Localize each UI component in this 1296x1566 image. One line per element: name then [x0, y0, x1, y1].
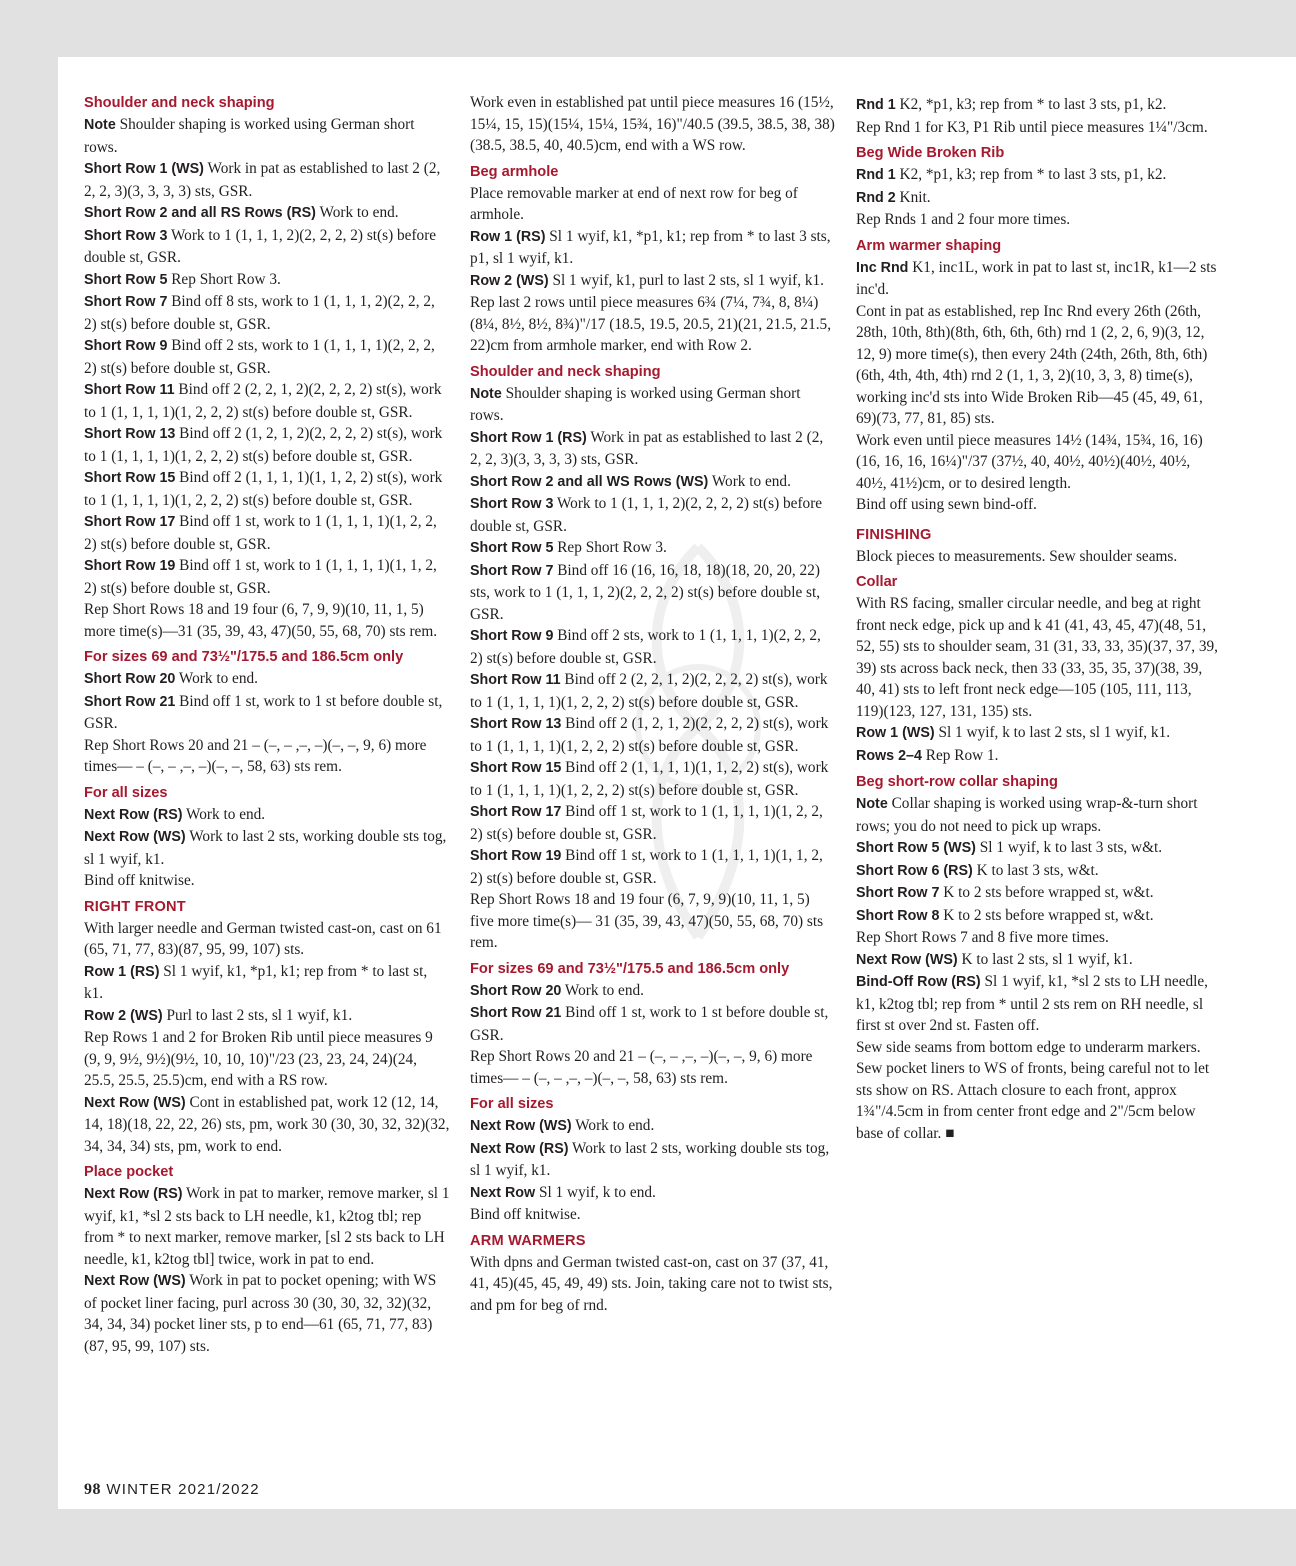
instruction-paragraph	[84, 1183, 450, 1270]
instruction-paragraph	[470, 1204, 836, 1226]
step-text: With RS facing, smaller circular needle, and beg at right front neck edge, pick up and k 41 (41, 43, 45, 47)(48, 51, 52, 55) sts to shoulder seam, 31 (31, 33, 33, 35)(37, 37, 39, 39) sts across back neck, then 33 (33, 35, 35, 37)(38, 39, 40, 41) sts to left front neck edge—105 (105, 111, 113, 119)(123, 127, 131, 135) sts.	[856, 595, 1218, 720]
section-heading: Beg Wide Broken Rib	[856, 145, 1005, 161]
step-label: Short Row 21	[84, 693, 176, 710]
section-heading: Shoulder and neck shaping	[470, 363, 661, 380]
page-folio	[84, 1481, 260, 1499]
section-heading: For all sizes	[470, 1096, 554, 1112]
step-text: Work to end.	[561, 981, 644, 999]
instruction-paragraph	[84, 202, 450, 225]
step-text: K2, *p1, k3; rep from * to last 3 sts, p1, k2.	[895, 166, 1167, 183]
step-label: Inc Rnd	[856, 259, 909, 276]
instruction-paragraph	[470, 493, 836, 537]
instruction-paragraph	[84, 511, 450, 555]
instruction-paragraph	[84, 918, 450, 961]
step-label: Short Row 7	[470, 562, 554, 579]
step-label: Short Row 15	[470, 760, 562, 776]
step-label: Next Row (WS)	[84, 1094, 186, 1111]
step-text: Work to last 2 sts, working double sts tog, sl 1 wyif, k1.	[470, 1139, 830, 1179]
instruction-paragraph	[856, 117, 1220, 139]
instruction-paragraph	[856, 94, 1220, 117]
instruction-paragraph	[470, 183, 836, 226]
step-label: Next Row (WS)	[84, 829, 186, 845]
step-label: Short Row 8	[856, 907, 940, 924]
instruction-paragraph	[856, 209, 1220, 231]
section-heading: For sizes 69 and 73½"/175.5 and 186.5cm only	[470, 960, 790, 977]
step-label: Rows 2–4	[856, 747, 922, 764]
instruction-paragraph	[84, 1027, 450, 1092]
step-text: K to 2 sts before wrapped st, w&t.	[939, 906, 1154, 924]
step-label: Short Row 7	[856, 885, 940, 901]
instruction-paragraph	[856, 1037, 1220, 1145]
step-text: Sl 1 wyif, k to last 2 sts, sl 1 wyif, k1.	[934, 724, 1171, 741]
instruction-paragraph	[470, 427, 836, 471]
instruction-paragraph	[470, 226, 836, 270]
step-label: Short Row 5	[84, 271, 168, 288]
instruction-paragraph	[470, 713, 836, 757]
instruction-paragraph	[470, 889, 836, 954]
step-label: Short Row 19	[470, 848, 562, 864]
instruction-paragraph	[856, 745, 1220, 768]
instruction-paragraph	[470, 1252, 836, 1317]
step-label: Short Row 5	[470, 540, 554, 556]
section-heading: Beg short-row collar shaping	[856, 774, 1058, 790]
instruction-paragraph	[856, 546, 1220, 568]
instruction-paragraph	[856, 837, 1220, 860]
step-text: K1, inc1L, work in pat to last st, inc1R, k1—2 sts inc'd.	[856, 258, 1217, 298]
instruction-paragraph	[856, 949, 1220, 972]
step-label: Short Row 2 and all RS Rows (RS)	[84, 205, 316, 221]
step-text: Work to last 2 sts, working double sts tog, sl 1 wyif, k1.	[84, 828, 447, 868]
instruction-paragraph	[470, 560, 836, 626]
instruction-paragraph	[470, 625, 836, 669]
step-text: Work to end.	[315, 204, 399, 221]
step-text: Sl 1 wyif, k1, *p1, k1; rep from * to last st, k1.	[84, 962, 428, 1002]
step-label: Note	[856, 796, 888, 812]
section-heading: RIGHT FRONT	[84, 898, 186, 915]
instruction-paragraph	[856, 301, 1220, 430]
step-text: Bind off 1 st, work to 1 (1, 1, 1, 1)(1, 2, 2, 2) st(s) before double st, GSR.	[470, 803, 823, 843]
step-label: Short Row 19	[84, 558, 176, 574]
instruction-paragraph	[856, 927, 1220, 949]
step-text: Collar shaping is worked using wrap-&-turn short rows; you do not need to pick up wraps.	[856, 795, 1198, 835]
step-label: Short Row 20	[84, 671, 176, 687]
step-text: Bind off knitwise.	[470, 1206, 581, 1223]
step-label: Next Row (RS)	[470, 1140, 569, 1157]
section-heading: ARM WARMERS	[470, 1232, 586, 1249]
instruction-paragraph	[856, 793, 1220, 837]
instruction-paragraph	[84, 423, 450, 467]
step-text: Rep Short Rows 7 and 8 five more times.	[856, 929, 1109, 946]
step-label: Short Row 20	[470, 982, 562, 999]
step-text: Bind off 2 (1, 2, 1, 2)(2, 2, 2, 2) st(s), work to 1 (1, 1, 1, 1)(1, 2, 2, 2) st(s) before double st, GSR.	[84, 425, 443, 465]
instruction-paragraph	[84, 335, 450, 379]
page-number: 98	[84, 1481, 101, 1498]
step-text: Work to end.	[175, 670, 258, 687]
step-text: Work to end.	[182, 805, 266, 823]
section-heading: Place pocket	[84, 1164, 174, 1180]
instruction-paragraph	[84, 870, 450, 892]
step-text: Sl 1 wyif, k1, purl to last 2 sts, sl 1 wyif, k1.	[548, 271, 824, 289]
step-text: With larger needle and German twisted cast-on, cast on 61 (65, 71, 77, 83)(87, 95, 99, 107) sts.	[84, 919, 442, 958]
step-label: Next Row (WS)	[470, 1118, 572, 1134]
step-text: Work in pat to marker, remove marker, sl 1 wyif, k1, *sl 2 sts back to LH needle, k1, k2tog tbl; rep from * to next marker, remove marker, [sl 2 sts back to LH needle, k1, k2tog tbl] twice, work in pat to end.	[84, 1185, 450, 1268]
step-text: K to last 3 sts, w&t.	[972, 861, 1099, 879]
step-label: Rnd 2	[856, 189, 896, 206]
step-label: Short Row 9	[84, 338, 168, 354]
instruction-paragraph	[856, 164, 1220, 187]
instruction-paragraph	[856, 430, 1220, 495]
step-text: With dpns and German twisted cast-on, cast on 37 (37, 41, 41, 45)(45, 45, 49, 49) sts. Join, taking care not to twist sts, and pm for beg of rnd.	[470, 1253, 833, 1314]
page	[58, 57, 1296, 1509]
instruction-paragraph	[84, 379, 450, 423]
step-text: Rep Rnds 1 and 2 four more times.	[856, 211, 1071, 228]
step-text: Work even in established pat until piece measures 16 (15½, 15¼, 15, 15)(15¼, 15¼, 15¾, 16)"/40.5 (39.5, 38.5, 38, 38)(38.5, 38.5, 40, 40.5)cm, end with a WS row.	[470, 94, 835, 154]
instruction-paragraph	[84, 467, 450, 511]
step-label: Short Row 1 (WS)	[84, 161, 204, 177]
instruction-paragraph	[84, 826, 450, 870]
step-label: Row 1 (WS)	[856, 725, 935, 741]
step-text: Rep Short Row 3.	[167, 270, 281, 288]
instruction-paragraph	[84, 158, 450, 202]
step-text: Work to end.	[708, 472, 791, 490]
step-text: Bind off 1 st, work to 1 st before double st, GSR.	[84, 692, 443, 732]
step-label: Short Row 21	[470, 1005, 562, 1021]
instruction-paragraph	[856, 187, 1220, 210]
instruction-paragraph	[84, 291, 450, 335]
step-text: Work in pat as established to last 2 (2, 2, 2, 3)(3, 3, 3, 3) sts, GSR.	[84, 160, 441, 200]
instruction-paragraph	[470, 1138, 836, 1182]
step-text: Rep Rnd 1 for K3, P1 Rib until piece measures 1¼"/3cm.	[856, 118, 1208, 136]
instruction-paragraph	[84, 114, 450, 158]
section-heading: Beg armhole	[470, 163, 559, 180]
instruction-paragraph	[84, 668, 450, 691]
instruction-paragraph	[470, 292, 836, 357]
step-text: Bind off using sewn bind-off.	[856, 496, 1037, 513]
instruction-paragraph	[84, 691, 450, 735]
step-text: Work to 1 (1, 1, 1, 2)(2, 2, 2, 2) st(s) before double st, GSR.	[470, 495, 823, 535]
instruction-paragraph	[470, 980, 836, 1003]
step-label: Short Row 3	[470, 496, 554, 512]
instruction-paragraph	[84, 269, 450, 292]
instruction-paragraph	[470, 845, 836, 889]
instruction-paragraph	[470, 383, 836, 427]
step-text: Bind off 2 sts, work to 1 (1, 1, 1, 1)(2, 2, 2, 2) st(s) before double st, GSR.	[84, 337, 435, 377]
section-heading: For all sizes	[84, 784, 168, 801]
step-text: Shoulder shaping is worked using German short rows.	[84, 116, 415, 156]
step-text: Rep last 2 rows until piece measures 6¾ (7¼, 7¾, 8, 8¼)(8¼, 8½, 8½, 8¾)"/17 (18.5, 19.5, 20.5, 21)(21, 21.5, 21.5, 22)cm from armhole marker, end with Row 2.	[470, 294, 832, 354]
step-label: Row 1 (RS)	[84, 963, 160, 980]
instruction-paragraph	[856, 971, 1220, 1037]
step-label: Next Row	[470, 1184, 536, 1201]
section-heading: Shoulder and neck shaping	[84, 95, 275, 111]
instruction-paragraph	[470, 1182, 836, 1205]
step-text: Rep Short Rows 18 and 19 four (6, 7, 9, 9)(10, 11, 1, 5) more time(s)—31 (35, 39, 43, 47)(50, 55, 68, 70) sts rem.	[84, 601, 438, 640]
instruction-paragraph	[470, 1046, 836, 1089]
step-label: Short Row 5 (WS)	[856, 840, 976, 856]
section-heading: FINISHING	[856, 526, 932, 543]
step-label: Next Row (RS)	[84, 806, 183, 823]
step-text: Sl 1 wyif, k1, *p1, k1; rep from * to last 3 sts, p1, sl 1 wyif, k1.	[470, 227, 831, 267]
instruction-paragraph	[856, 860, 1220, 883]
step-label: Short Row 7	[84, 294, 168, 310]
step-text: Bind off 1 st, work to 1 st before double st, GSR.	[470, 1004, 829, 1044]
step-text: Knit.	[895, 188, 931, 206]
instruction-paragraph	[470, 92, 836, 157]
step-label: Short Row 6 (RS)	[856, 862, 973, 879]
instruction-paragraph	[856, 494, 1220, 516]
step-text: Purl to last 2 sts, sl 1 wyif, k1.	[162, 1006, 353, 1024]
step-text: Rep Rows 1 and 2 for Broken Rib until piece measures 9 (9, 9, 9½, 9½)(9½, 10, 10, 10)"/23 (23, 23, 24, 24)(24, 25.5, 25.5, 25.5)cm, end with a RS row.	[84, 1029, 433, 1089]
step-text: Sl 1 wyif, k to last 3 sts, w&t.	[975, 839, 1163, 856]
step-text: Cont in established pat, work 12 (12, 14, 14, 18)(18, 22, 22, 26) sts, pm, work 30 (30, 30, 32, 32)(32, 34, 34, 34) sts, pm, work to end.	[84, 1093, 450, 1155]
step-label: Row 2 (WS)	[470, 272, 549, 289]
step-label: Short Row 17	[470, 804, 562, 820]
step-label: Rnd 1	[856, 97, 896, 113]
instruction-paragraph	[470, 270, 836, 293]
step-label: Next Row (WS)	[84, 1273, 186, 1289]
step-text: Bind off 16 (16, 16, 18, 18)(18, 20, 20, 22) sts, work to 1 (1, 1, 1, 2)(2, 2, 2, 2) st(s) before double st, GSR.	[470, 561, 821, 623]
step-label: Next Row (WS)	[856, 951, 958, 968]
step-text: Sl 1 wyif, k to end.	[535, 1183, 656, 1201]
step-text: Place removable marker at end of next row for beg of armhole.	[470, 184, 798, 223]
section-heading: Arm warmer shaping	[856, 237, 1002, 254]
issue-label: WINTER 2021/2022	[106, 1481, 260, 1498]
instruction-paragraph	[470, 537, 836, 560]
step-text: Cont in pat as established, rep Inc Rnd every 26th (26th, 28th, 10th, 8th)(8th, 6th, 6th, 6th) rnd 1 (2, 2, 6, 9)(3, 12, 12, 9) more time(s), then every 24th (24th, 26th, 8th, 6th)(6th, 4th, 4th, 4th) rnd 2 (1, 1, 3, 2)(10, 3, 3, 8) time(s), working inc'd sts into Wide Broken Rib—45 (45, 49, 61, 69)(73, 77, 81, 85) sts.	[856, 302, 1208, 427]
step-text: Bind off knitwise.	[84, 872, 195, 889]
step-text: Bind off 2 sts, work to 1 (1, 1, 1, 1)(2, 2, 2, 2) st(s) before double st, GSR.	[470, 627, 821, 667]
step-label: Next Row (RS)	[84, 1186, 183, 1202]
instruction-paragraph	[856, 905, 1220, 928]
step-text: K2, *p1, k3; rep from * to last 3 sts, p1, k2.	[895, 96, 1167, 113]
step-text: Bind off 2 (1, 1, 1, 1)(1, 1, 2, 2) st(s), work to 1 (1, 1, 1, 1)(1, 2, 2, 2) st(s) before double st, GSR.	[84, 469, 443, 509]
step-label: Short Row 3	[84, 227, 168, 244]
step-label: Short Row 2 and all WS Rows (WS)	[470, 473, 709, 490]
step-text: Bind off 1 st, work to 1 (1, 1, 1, 1)(1, 1, 2, 2) st(s) before double st, GSR.	[470, 847, 823, 887]
step-text: Rep Short Rows 20 and 21 – (–, – ,–, –)(–, –, 9, 6) more times— – (–, – ,–, –)(–, –, 58, 63) sts rem.	[470, 1048, 813, 1087]
step-text: Sl 1 wyif, k1, *sl 2 sts to LH needle, k1, k2tog tbl; rep from * until 2 sts rem on RH needle, sl first st over 2nd st. Fasten off.	[856, 973, 1209, 1034]
instruction-paragraph	[470, 757, 836, 801]
step-text: Rep Short Rows 18 and 19 four (6, 7, 9, 9)(10, 11, 1, 5) five more time(s)— 31 (35, 39, 43, 47)(50, 55, 68, 70) sts rem.	[470, 891, 824, 951]
step-text: Bind off 2 (1, 2, 1, 2)(2, 2, 2, 2) st(s), work to 1 (1, 1, 1, 1)(1, 2, 2, 2) st(s) before double st, GSR.	[470, 715, 829, 755]
step-text: Sew side seams from bottom edge to underarm markers. Sew pocket liners to WS of fronts, being careful not to let sts show on RS. Attach closure to each front, approx 1¾"/4.5cm in from center front edge and 2"/5cm below base of collar. ■	[856, 1038, 1210, 1142]
step-text: Bind off 2 (2, 2, 1, 2)(2, 2, 2, 2) st(s), work to 1 (1, 1, 1, 1)(1, 2, 2, 2) st(s) before double st, GSR.	[84, 381, 442, 421]
section-heading: For sizes 69 and 73½"/175.5 and 186.5cm only	[84, 649, 404, 665]
step-label: Row 1 (RS)	[470, 228, 546, 245]
step-label: Row 2 (WS)	[84, 1007, 163, 1024]
step-label: Rnd 1	[856, 167, 896, 183]
step-label: Short Row 11	[470, 672, 561, 688]
step-label: Note	[470, 385, 502, 402]
instruction-paragraph	[84, 961, 450, 1005]
step-text: Rep Short Row 3.	[553, 539, 667, 556]
column-1	[84, 92, 450, 1357]
step-text: Shoulder shaping is worked using German short rows.	[470, 384, 801, 424]
instruction-paragraph	[84, 225, 450, 269]
instruction-paragraph	[470, 1115, 836, 1138]
instruction-paragraph	[84, 555, 450, 599]
instruction-paragraph	[856, 722, 1220, 745]
instruction-paragraph	[856, 882, 1220, 905]
column-3	[856, 94, 1220, 1144]
step-text: Rep Row 1.	[921, 746, 999, 764]
step-label: Short Row 11	[84, 382, 175, 398]
step-label: Short Row 1 (RS)	[470, 429, 587, 446]
step-text: K to 2 sts before wrapped st, w&t.	[939, 884, 1154, 901]
instruction-paragraph	[470, 801, 836, 845]
instruction-paragraph	[84, 735, 450, 778]
instruction-paragraph	[470, 1002, 836, 1046]
step-label: Short Row 15	[84, 470, 176, 486]
column-2	[470, 92, 836, 1316]
instruction-paragraph	[84, 599, 450, 642]
step-label: Short Row 13	[470, 716, 562, 732]
instruction-paragraph	[856, 257, 1220, 301]
step-label: Note	[84, 117, 116, 133]
step-label: Bind-Off Row (RS)	[856, 974, 981, 990]
instruction-paragraph	[84, 804, 450, 827]
instruction-paragraph	[856, 593, 1220, 722]
step-text: Work even until piece measures 14½ (14¾, 15¾, 16, 16)(16, 16, 16, 16¼)"/37 (37½, 40, 40½, 40½)(40½, 40½, 40½, 41½)cm, or to desired length.	[856, 431, 1203, 492]
step-label: Short Row 9	[470, 628, 554, 644]
step-text: Rep Short Rows 20 and 21 – (–, – ,–, –)(–, –, 9, 6) more times— – (–, – ,–, –)(–, –, 58, 63) sts rem.	[84, 736, 427, 775]
instruction-paragraph	[470, 669, 836, 713]
section-heading: Collar	[856, 574, 898, 590]
step-text: Bind off 1 st, work to 1 (1, 1, 1, 1)(1, 2, 2, 2) st(s) before double st, GSR.	[84, 513, 437, 553]
step-text: Block pieces to measurements. Sew shoulder seams.	[856, 547, 1178, 565]
step-label: Short Row 17	[84, 514, 176, 530]
instruction-paragraph	[84, 1092, 450, 1158]
step-text: Bind off 8 sts, work to 1 (1, 1, 1, 2)(2, 2, 2, 2) st(s) before double st, GSR.	[84, 293, 435, 333]
step-text: Work in pat as established to last 2 (2, 2, 2, 3)(3, 3, 3, 3) sts, GSR.	[470, 428, 824, 468]
step-text: Bind off 2 (2, 2, 1, 2)(2, 2, 2, 2) st(s), work to 1 (1, 1, 1, 1)(1, 2, 2, 2) st(s) before double st, GSR.	[470, 671, 828, 711]
step-text: Work to end.	[571, 1117, 655, 1134]
instruction-paragraph	[84, 1005, 450, 1028]
instruction-paragraph	[84, 1270, 450, 1357]
step-text: Bind off 1 st, work to 1 (1, 1, 1, 1)(1, 1, 2, 2) st(s) before double st, GSR.	[84, 557, 437, 597]
instruction-paragraph	[470, 471, 836, 494]
step-text: Work in pat to pocket opening; with WS of pocket liner facing, purl across 30 (30, 30, 32, 32)(32, 34, 34, 34) pocket liner sts, p to end—61 (65, 71, 77, 83)(87, 95, 99, 107) sts.	[84, 1272, 437, 1355]
step-label: Short Row 13	[84, 426, 176, 442]
step-text: K to last 2 sts, sl 1 wyif, k1.	[957, 950, 1133, 968]
step-text: Work to 1 (1, 1, 1, 2)(2, 2, 2, 2) st(s) before double st, GSR.	[84, 226, 437, 266]
step-text: Bind off 2 (1, 1, 1, 1)(1, 1, 2, 2) st(s), work to 1 (1, 1, 1, 1)(1, 2, 2, 2) st(s) before double st, GSR.	[470, 759, 829, 799]
